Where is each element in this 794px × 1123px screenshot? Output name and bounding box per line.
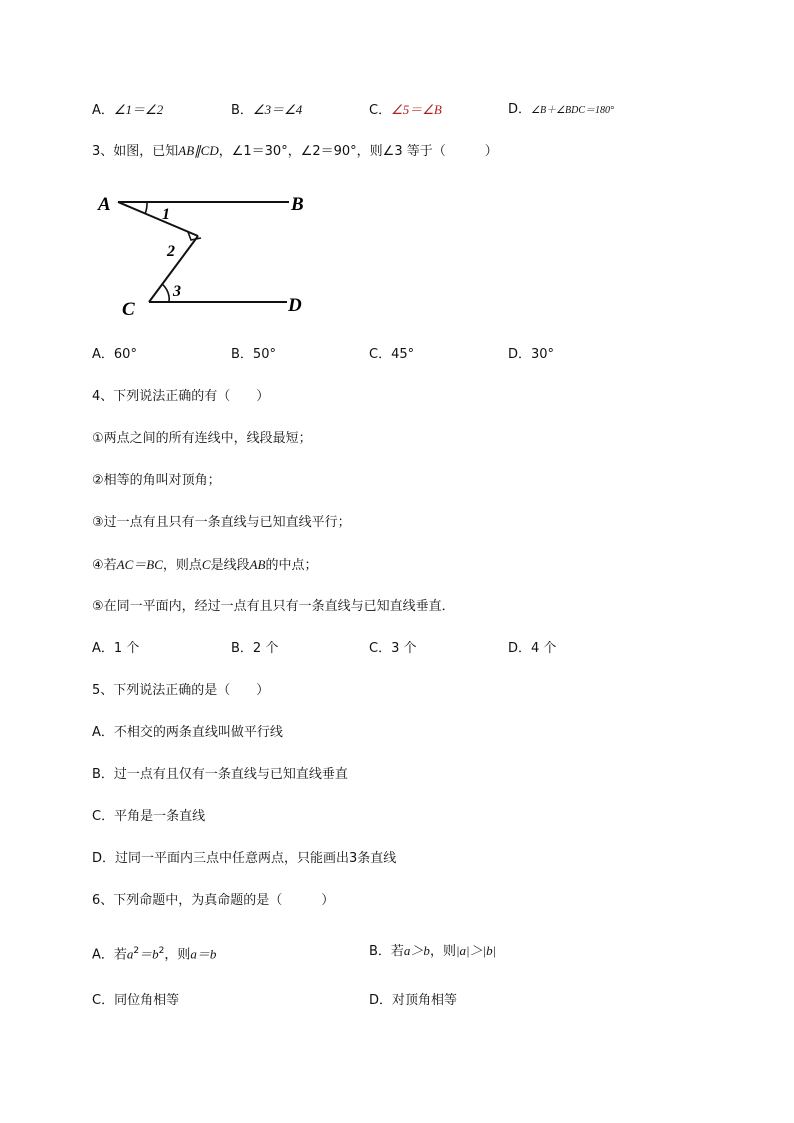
q4-statement-5: ⑤在同一平面内，经过一点有且只有一条直线与已知直线垂直． xyxy=(92,599,455,614)
q3-option-d: D．30° xyxy=(508,347,555,362)
q4-statement-3: ③过一点有且只有一条直线与已知直线平行； xyxy=(92,515,351,530)
q2-option-b: B．∠3＝∠4 xyxy=(231,102,303,118)
q6-option-d: D．对顶角相等 xyxy=(369,993,458,1008)
q4-option-c: C．3 个 xyxy=(369,641,417,656)
q4-option-b: B．2 个 xyxy=(231,641,279,656)
q4-statement-2: ②相等的角叫对顶角； xyxy=(92,473,221,488)
q2-option-d: D．∠B＋∠BDC＝180° xyxy=(508,102,615,117)
q5-option-a: A．不相交的两条直线叫做平行线 xyxy=(92,725,283,740)
figure-label-b: B xyxy=(291,194,304,215)
q5-option-c: C．平角是一条直线 xyxy=(92,809,206,824)
figure-angle-3: 3 xyxy=(173,283,181,300)
q3-stem: 3、如图，已知AB∥CD，∠1＝30°，∠2＝90°，则∠3 等于（ ） xyxy=(92,143,498,159)
q4-stem: 4、下列说法正确的有（ ） xyxy=(92,389,270,404)
q6-option-c: C．同位角相等 xyxy=(92,993,180,1008)
figure-angle-1: 1 xyxy=(162,206,170,223)
q3-option-c: C．45° xyxy=(369,347,415,362)
q4-statement-1: ①两点之间的所有连线中，线段最短； xyxy=(92,431,312,446)
q6-option-a: A．若$a^2=b^2$，则a＝b xyxy=(92,946,217,963)
q4-option-d: D．4 个 xyxy=(508,641,557,656)
q5-option-b: B．过一点有且仅有一条直线与已知直线垂直 xyxy=(92,767,348,782)
figure-label-a: A xyxy=(98,194,111,215)
q3-figure xyxy=(92,188,322,323)
figure-label-c: C xyxy=(122,299,135,320)
q4-statement-4: ④若AC＝BC，则点C是线段AB的中点； xyxy=(92,557,318,573)
q4-option-a: A．1 个 xyxy=(92,641,140,656)
q6-option-b: B．若a＞b，则|a|＞|b| xyxy=(369,943,497,959)
q6-stem: 6、下列命题中，为真命题的是（ ） xyxy=(92,893,335,908)
q3-option-a: A．60° xyxy=(92,347,137,362)
q5-option-d: D．过同一平面内三点中任意两点，只能画出3条直线 xyxy=(92,851,397,866)
figure-label-d: D xyxy=(288,295,302,316)
figure-angle-2: 2 xyxy=(167,243,175,260)
q2-option-c: C．∠5＝∠B xyxy=(369,102,442,118)
q5-stem: 5、下列说法正确的是（ ） xyxy=(92,683,270,698)
q3-option-b: B．50° xyxy=(231,347,276,362)
q2-option-a: A．∠1＝∠2 xyxy=(92,102,164,118)
